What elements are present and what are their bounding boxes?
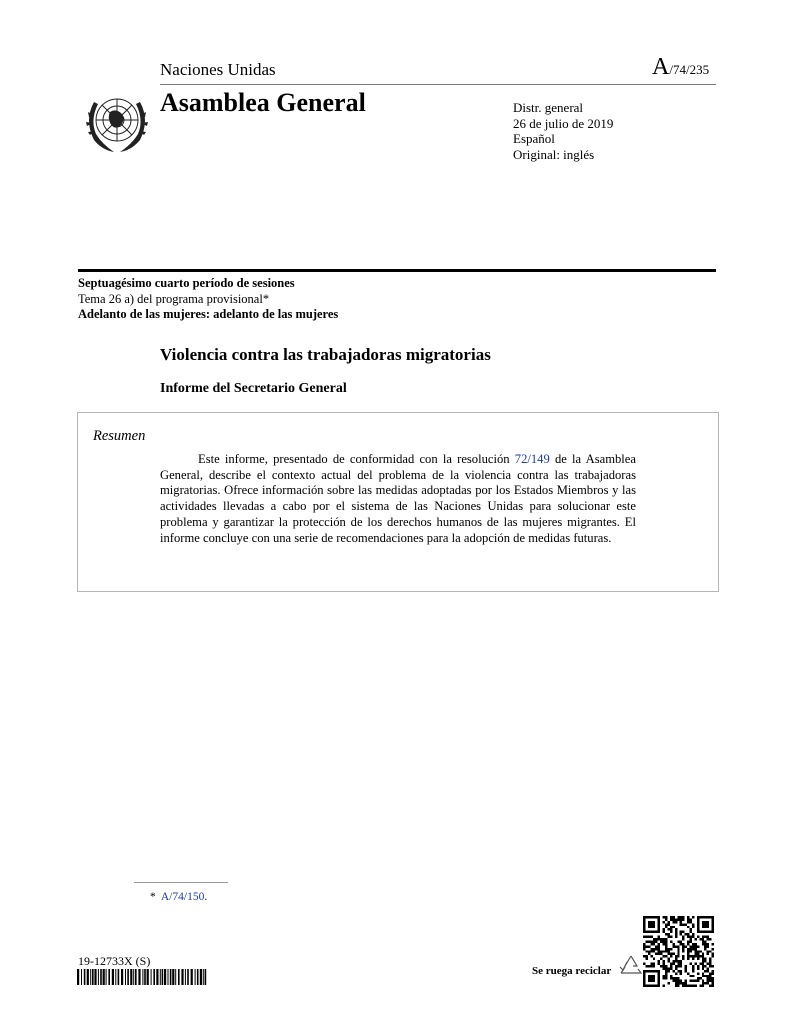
header-rule <box>160 84 716 85</box>
footnote-rule <box>134 882 228 883</box>
symbol-letter: A <box>652 54 670 80</box>
recycle-text: Se ruega reciclar <box>532 965 612 977</box>
organization-name: Naciones Unidas <box>160 60 276 79</box>
footnote-marker: * <box>150 891 156 903</box>
footnote <box>150 891 207 903</box>
un-emblem-icon <box>80 90 154 156</box>
footnote-suffix: . <box>204 891 208 903</box>
document-title: Violencia contra las trabajadoras migratorias <box>160 345 491 364</box>
symbol-number: /74/235 <box>669 62 710 77</box>
distribution-block <box>513 100 613 162</box>
summary-paragraph <box>160 452 636 546</box>
document-symbol <box>652 54 709 81</box>
date-line: 26 de julio de 2019 <box>513 115 614 131</box>
body-title: Asamblea General <box>160 88 366 117</box>
resolution-link[interactable]: 72/149 <box>514 452 550 466</box>
session-title: Septuagésimo cuarto período de sesiones <box>78 276 295 290</box>
agenda-item: Tema 26 a) del programa provisional* <box>78 291 270 306</box>
document-number: 19-12733X (S) <box>78 954 151 968</box>
summary-label: Resumen <box>93 428 146 444</box>
recycle-icon <box>617 953 645 979</box>
session-rule <box>78 269 716 272</box>
summary-text-end: de la Asamblea General, describe el contexto actual del problema de la violencia contra las trabajadoras migratorias. Ofrece información sobre las medidas adoptadas por los Estados Miembros y las actividades llevadas a cabo por el sistema de las Naciones Unidas para solucionar este problema y garantizar la protección de los derechos humanos de las mujeres migrantes. El informe concluye con una serie de recomendaciones para la adopción de medidas futuras. <box>160 452 636 545</box>
language-line: Español <box>513 131 555 146</box>
distr-line: Distr. general <box>513 100 584 115</box>
agenda-topic: Adelanto de las mujeres: adelanto de las mujeres <box>78 307 339 321</box>
qr-code-icon <box>643 916 714 987</box>
session-block <box>78 276 338 323</box>
footnote-link[interactable]: A/74/150 <box>160 891 205 903</box>
original-line: Original: inglés <box>513 146 595 162</box>
document-subtitle: Informe del Secretario General <box>160 381 347 396</box>
summary-text-start: Este informe, presentado de conformidad con la resolución <box>198 452 515 466</box>
barcode-icon <box>77 969 207 985</box>
